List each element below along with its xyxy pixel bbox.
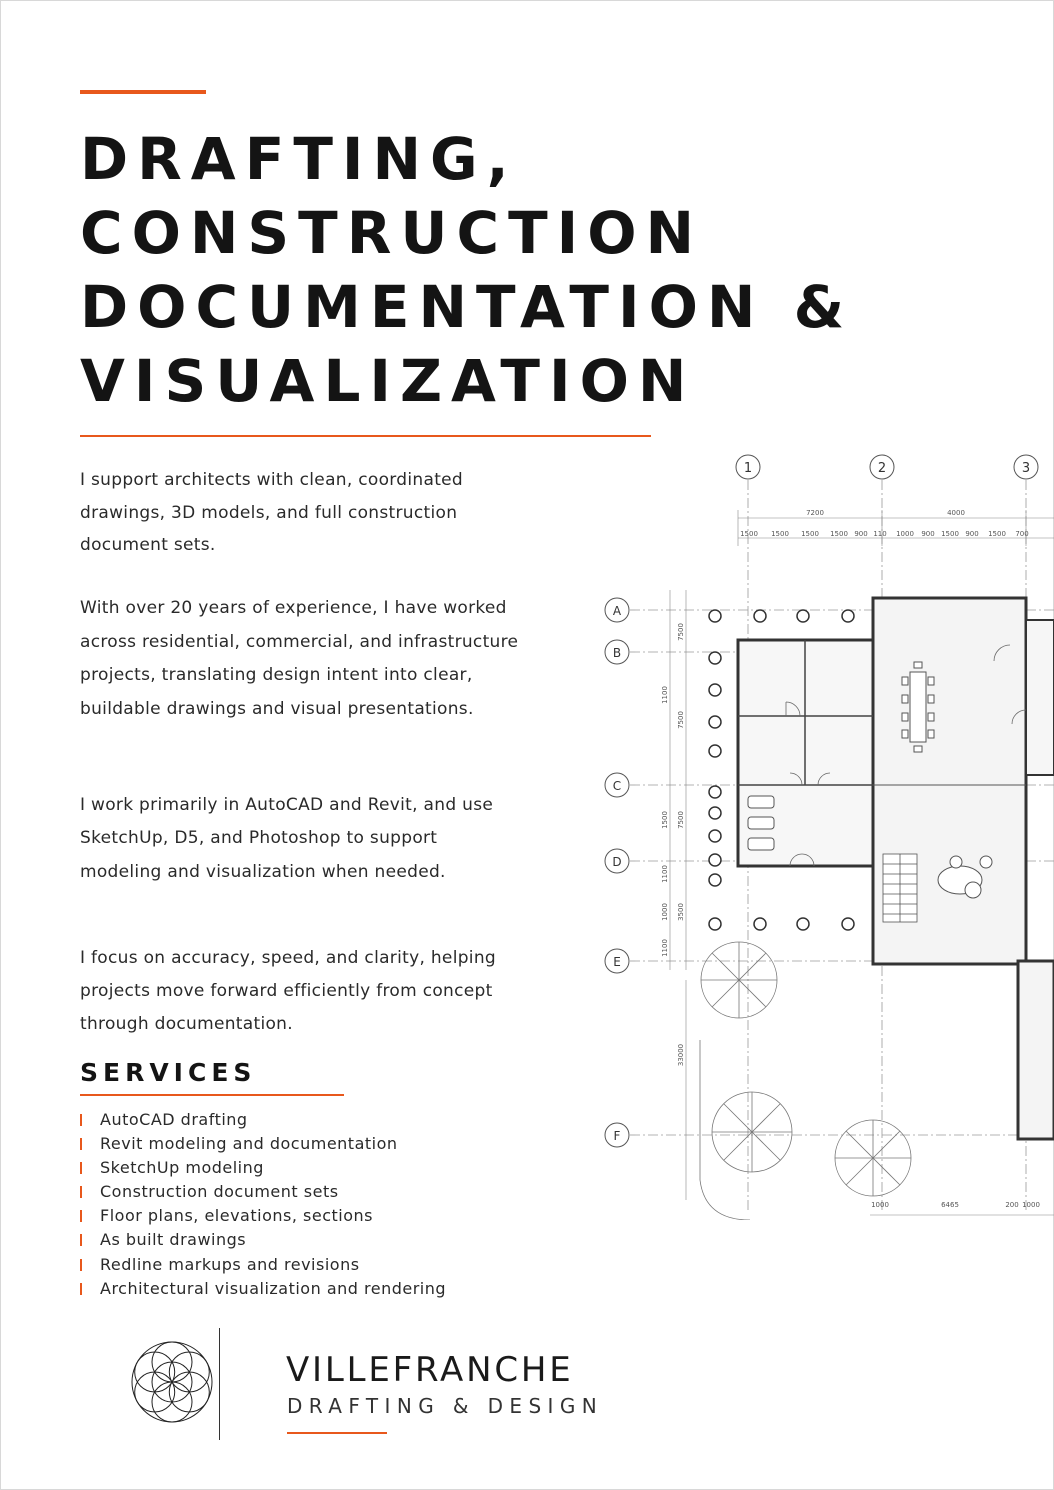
service-item: Construction document sets [80,1180,446,1204]
dimension-label: 1500 [771,530,789,538]
grid-number: 3 [1021,461,1031,476]
brand-subtitle: DRAFTING & DESIGN [287,1394,604,1418]
dimension-label: 1500 [941,530,959,538]
title-line-3: DOCUMENTATION & [80,273,854,341]
intro-paragraph-3: I work primarily in AutoCAD and Revit, and use SketchUp, D5, and Photoshop to support modeling and visualization when needed. [80,795,494,882]
dimension-label: 900 [854,530,868,538]
intro-paragraph-4: I focus on accuracy, speed, and clarity, helping projects move forward efficiently from concept through documentation. [80,948,496,1034]
flower-of-life-logo-icon [130,1340,214,1424]
service-item: Revit modeling and documentation [80,1132,446,1156]
dimension-label: 1100 [661,686,669,704]
dimension-label: 1500 [661,811,669,829]
dimension-label: 700 [1015,530,1029,538]
dimension-label: 900 [921,530,935,538]
grid-number: 1 [743,461,753,476]
dimension-label: 1000 [1022,1201,1040,1209]
logo-divider [219,1328,220,1440]
service-item: SketchUp modeling [80,1156,446,1180]
dimension-label: 1500 [988,530,1006,538]
stair-icon [883,854,917,922]
services-divider [80,1094,344,1096]
grid-letter: F [613,1129,621,1143]
dimension-label: 900 [965,530,979,538]
landscape-trees [700,942,911,1220]
dimension-label: 110 [873,530,887,538]
service-item: Architectural visualization and rendering [80,1277,446,1301]
services-list [80,1108,446,1301]
grid-letter: E [613,955,621,969]
title-line-1: DRAFTING, [80,125,518,193]
dimension-label: 200 [1005,1201,1019,1209]
dimension-label: 1500 [830,530,848,538]
service-item: AutoCAD drafting [80,1108,446,1132]
brand-underline [287,1432,387,1434]
brand-name: VILLEFRANCHE [286,1350,574,1390]
dimension-label: 1000 [871,1201,889,1209]
dimension-label: 33000 [677,1043,685,1067]
grid-number: 2 [877,461,887,476]
grid-letter: B [612,646,622,660]
title-line-4: VISUALIZATION [80,347,696,415]
intro-paragraph-1: I support architects with clean, coordinated drawings, 3D models, and full construction document sets. [80,470,464,555]
title-divider [80,435,651,437]
grid-letter: A [612,604,622,618]
grid-letter: C [612,779,622,793]
floor-plan-drawing [590,440,1054,1220]
accent-bar [80,90,206,94]
dimension-label: 7200 [806,509,824,517]
dimension-label: 1500 [740,530,758,538]
page-title [80,122,853,418]
grid-letter: D [612,855,622,869]
dimension-label: 7500 [677,623,685,641]
services-heading: SERVICES [80,1058,257,1087]
dimension-label: 6465 [941,1201,959,1209]
dimension-label: 1100 [661,939,669,957]
dimension-label: 3500 [677,903,685,921]
service-item: As built drawings [80,1228,446,1252]
dimension-label: 1500 [801,530,819,538]
dimension-label: 7500 [677,811,685,829]
dimension-label: 1100 [661,865,669,883]
intro-paragraph-2: With over 20 years of experience, I have worked across residential, commercial, and infrastructure projects, translating design intent into clear, buildable drawings and visual presentations. [80,598,519,720]
dimension-label: 4000 [947,509,965,517]
service-item: Redline markups and revisions [80,1253,446,1277]
service-item: Floor plans, elevations, sections [80,1204,446,1228]
title-line-2: CONSTRUCTION [80,199,704,267]
dimension-label: 7500 [677,711,685,729]
dimension-label: 1000 [896,530,914,538]
dimension-label: 1000 [661,903,669,921]
